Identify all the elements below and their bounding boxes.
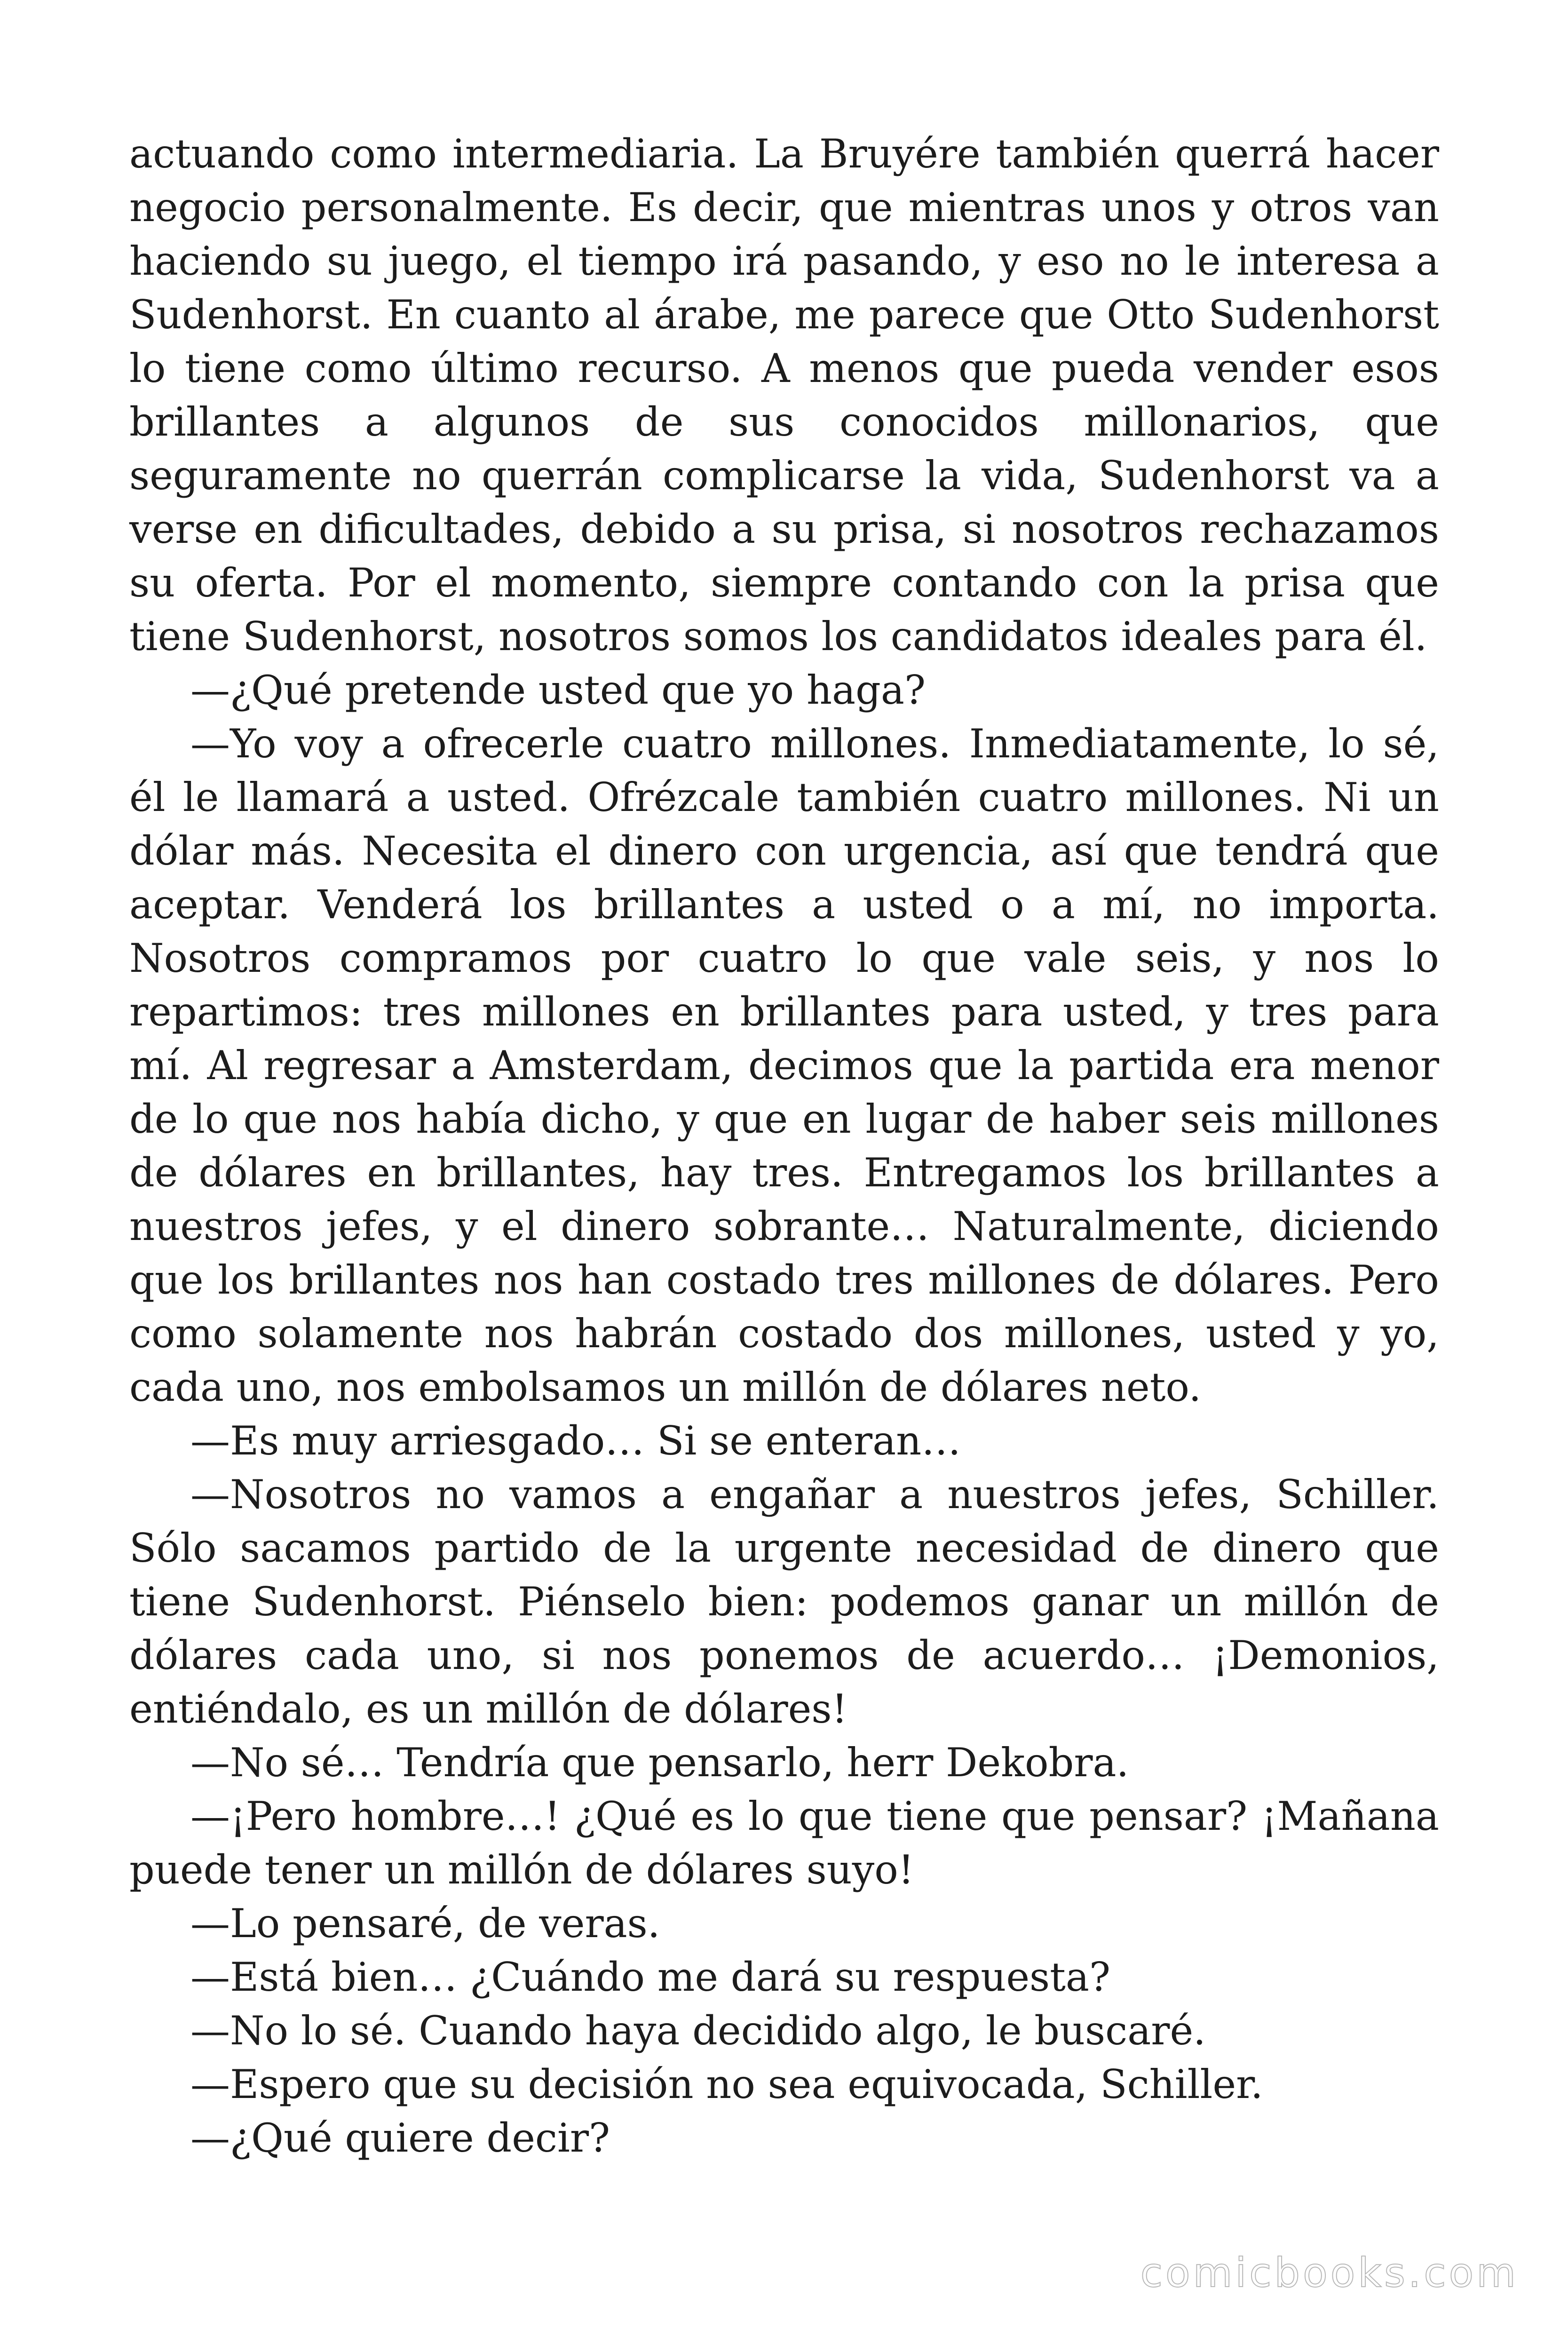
- dialogue-paragraph: —Lo pensaré, de veras.: [190, 1900, 660, 1947]
- watermark: comicbooks.com: [1140, 2249, 1519, 2296]
- dialogue-paragraph: —Nosotros no vamos a engañar a nuestros jefes, Schiller. Sólo sacamos partido de la urgente necesidad de dinero que tiene Sudenhorst. Piénselo bien: podemos ganar un millón de dólares cada uno, si nos ponemos de acuerdo… ¡Demonios, entiéndalo, es un millón de dólares!: [129, 1471, 1439, 1732]
- dialogue-paragraph: —No sé… Tendría que pensarlo, herr Dekobra.: [190, 1740, 1129, 1786]
- dialogue-paragraph: —¡Pero hombre…! ¿Qué es lo que tiene que pensar? ¡Mañana puede tener un millón de dólares suyo!: [129, 1793, 1439, 1893]
- dialogue-paragraph: —¿Qué pretende usted que yo haga?: [190, 667, 926, 713]
- dialogue-paragraph: —¿Qué quiere decir?: [190, 2115, 610, 2161]
- dialogue-paragraph: —Es muy arriesgado… Si se enteran…: [190, 1418, 961, 1464]
- paragraph: actuando como intermediaria. La Bruyére también querrá hacer negocio personalmente. Es decir, que mientras unos y otros van haciendo su juego, el tiempo irá pasando, y eso no le interesa a Sudenhorst. En cuanto al árabe, me parece que Otto Sudenhorst lo tiene como último recurso. A menos que pueda vender esos brillantes a algunos de sus conocidos millonarios, que seguramente no querrán complicarse la vida, Sudenhorst va a verse en dificultades, debido a su prisa, si nosotros rechazamos su oferta. Por el momento, siempre contando con la prisa que tiene Sudenhorst, nosotros somos los candidatos ideales para él.: [129, 131, 1439, 660]
- dialogue-paragraph: —No lo sé. Cuando haya decidido algo, le buscaré.: [190, 2008, 1206, 2054]
- dialogue-paragraph: —Yo voy a ofrecerle cuatro millones. Inmediatamente, lo sé, él le llamará a usted. Ofrézcale también cuatro millones. Ni un dólar más. Necesita el dinero con urgencia, así que tendrá que aceptar. Venderá los brillantes a usted o a mí, no importa. Nosotros compramos por cuatro lo que vale seis, y nos lo repartimos: tres millones en brillantes para usted, y tres para mí. Al regresar a Amsterdam, decimos que la partida era menor de lo que nos había dicho, y que en lugar de haber seis millones de dólares en brillantes, hay tres. Entregamos los brillantes a nuestros jefes, y el dinero sobrante… Naturalmente, diciendo que los brillantes nos han costado tres millones de dólares. Pero como solamente nos habrán costado dos millones, usted y yo, cada uno, nos embolsamos un millón de dólares neto.: [129, 721, 1439, 1410]
- body-text: [129, 127, 1439, 2165]
- dialogue-paragraph: —Está bien… ¿Cuándo me dará su respuesta?: [190, 1954, 1111, 2000]
- dialogue-paragraph: —Espero que su decisión no sea equivocada, Schiller.: [190, 2061, 1263, 2107]
